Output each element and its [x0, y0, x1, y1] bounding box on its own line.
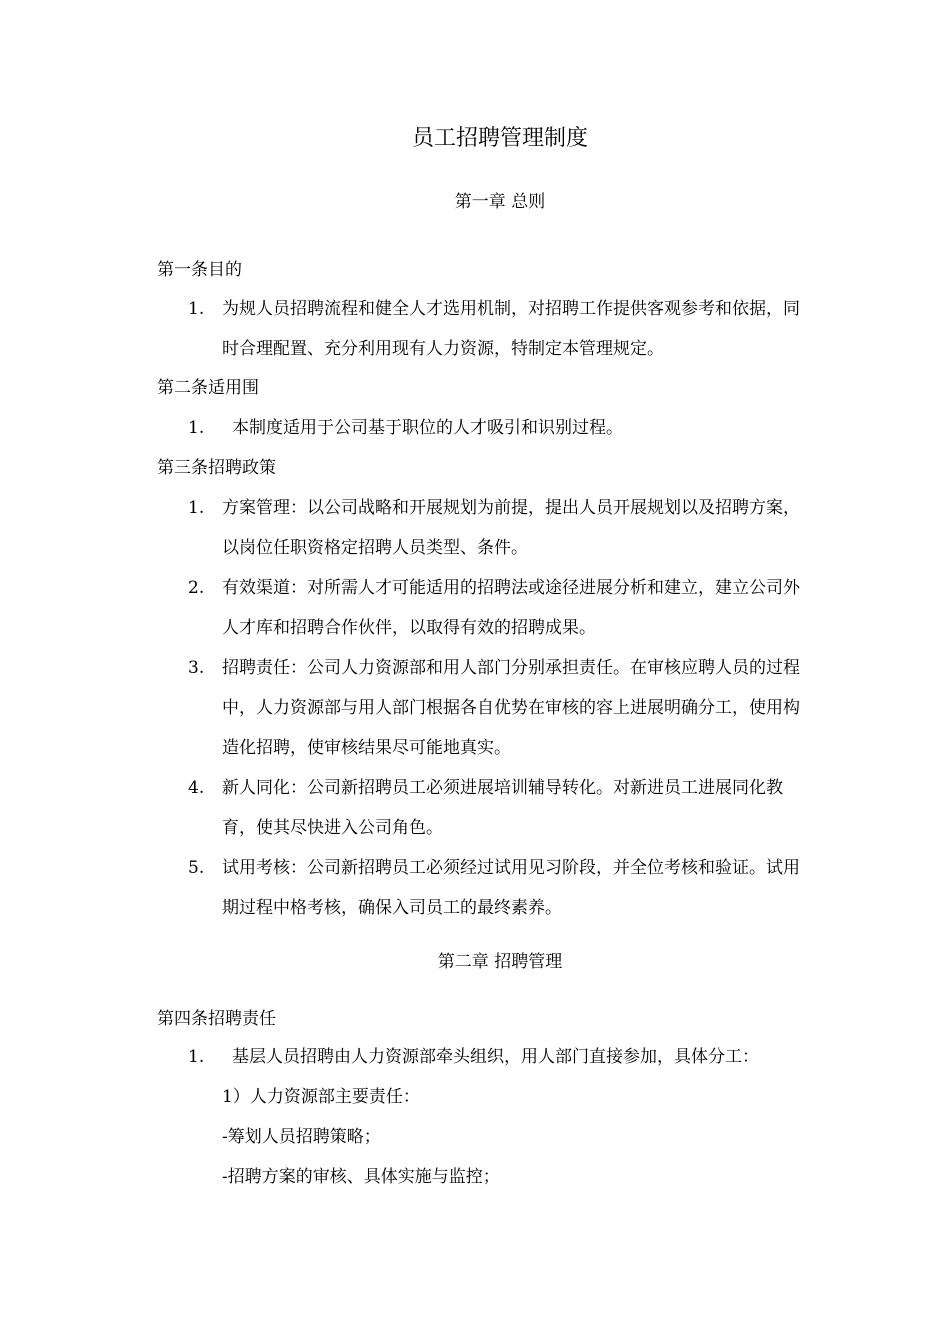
- list-number: 5.: [188, 858, 205, 878]
- list-item-text: 招聘责任：公司人力资源部和用人部门分别承担责任。在审核应聘人员的过程: [222, 658, 800, 678]
- list-item-text: 方案管理：以公司战略和开展规划为前提，提出人员开展规划以及招聘方案，: [222, 498, 800, 518]
- list-item-text: 人才库和招聘合作伙伴，以取得有效的招聘成果。: [222, 618, 596, 638]
- list-item-text: 期过程中格考核，确保入司员工的最终素养。: [222, 898, 562, 918]
- list-item-text: 育，使其尽快进入公司角色。: [222, 818, 443, 838]
- article-heading: 第四条招聘责任: [157, 1009, 276, 1029]
- list-item-text: 新人同化：公司新招聘员工必须进展培训辅导转化。对新进员工进展同化教: [222, 778, 783, 798]
- list-item-text: 本制度适用于公司基于职位的人才吸引和识别过程。: [232, 418, 623, 438]
- list-item-text: 为规人员招聘流程和健全人才选用机制，对招聘工作提供客观参考和依据，同: [222, 299, 800, 319]
- list-number: 4.: [188, 778, 205, 798]
- chapter-heading: 第一章 总则: [454, 192, 546, 212]
- list-number: 1.: [188, 418, 205, 438]
- list-item-text: 以岗位任职资格定招聘人员类型、条件。: [222, 538, 528, 558]
- list-item-text: 造化招聘，使审核结果尽可能地真实。: [222, 738, 511, 758]
- sub-heading: 1）人力资源部主要责任：: [222, 1087, 420, 1107]
- list-item-text: 时合理配置、充分利用现有人力资源，特制定本管理规定。: [222, 339, 664, 359]
- article-heading: 第二条适用围: [157, 378, 259, 398]
- list-item-text: 试用考核：公司新招聘员工必须经过试用见习阶段，并全位考核和验证。试用: [222, 858, 800, 878]
- list-number: 1.: [188, 299, 205, 319]
- list-number: 1.: [188, 498, 205, 518]
- document-title: 员工招聘管理制度: [411, 126, 588, 151]
- list-item-text: 中，人力资源部与用人部门根据各自优势在审核的容上进展明确分工，使用构: [222, 698, 800, 718]
- article-heading: 第三条招聘政策: [157, 458, 276, 478]
- article-heading: 第一条目的: [157, 260, 242, 280]
- list-number: 1.: [188, 1047, 205, 1067]
- sub-item: -筹划人员招聘策略；: [222, 1127, 381, 1147]
- list-number: 2.: [188, 578, 205, 598]
- chapter-heading: 第二章 招聘管理: [437, 952, 563, 972]
- list-item-text: 基层人员招聘由人力资源部牵头组织，用人部门直接参加，具体分工：: [232, 1047, 759, 1067]
- sub-item: -招聘方案的审核、具体实施与监控；: [222, 1167, 500, 1187]
- list-number: 3.: [188, 658, 205, 678]
- list-item-text: 有效渠道：对所需人才可能适用的招聘法或途径进展分析和建立，建立公司外: [222, 578, 800, 598]
